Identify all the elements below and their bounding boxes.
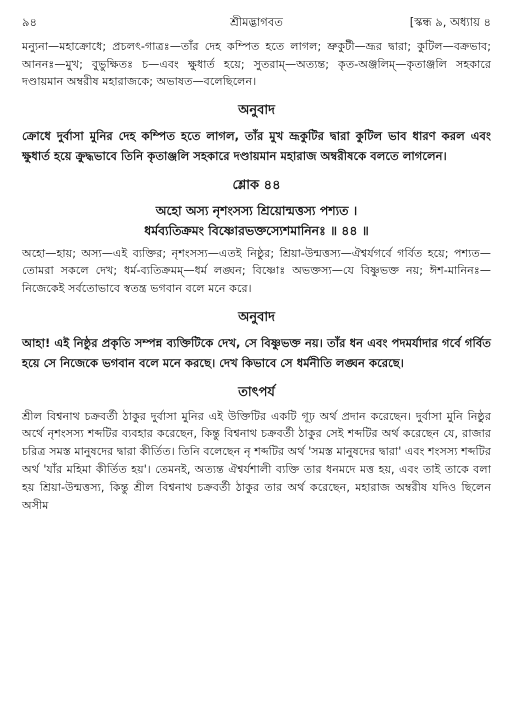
page-header xyxy=(22,14,491,34)
translation-44: আহা! এই নিষ্ঠুর প্রকৃতি সম্পন্ন ব্যক্তিটিকে দেখ, সে বিষ্ণুভক্ত নয়। তাঁর ধন এবং পদমর্যাদার গর্বে গর্বিত হয়ে সে নিজেকে ভগবান বলে মনে করছে। দেখ কিভাবে সে ধর্মনীতি লঙ্ঘন করেছে। xyxy=(22,335,491,370)
book-title: শ্রীমদ্ভাগবত xyxy=(230,15,283,29)
translation-heading-43: অনুবাদ xyxy=(238,102,275,118)
word-meanings-44: অহো—হায়; অস্য—এই ব্যক্তির; নৃশংসস্য—এতই নিষ্ঠুর; শ্রিয়া-উন্মত্তস্য—ঐশ্বর্যগর্বে গর্বিত হয়ে; পশ্যত—তোমরা সকলে দেখ; ধর্ম-ব্যতিক্রমম্—ধর্ম লঙ্ঘন; বিষ্ণোঃ অভক্তস্য—যে বিষ্ণুভক্ত নয়; ঈশ-মানিনঃ—নিজেকেই সর্বতোভাবে স্বতন্ত্র ভগবান বলে মনে করে। xyxy=(22,246,491,295)
page-number: ৯৪ xyxy=(22,15,37,29)
word-meanings-43: মন্যুনা—মহাক্রোধে; প্রচলৎ-গাত্রঃ—তাঁর দেহ কম্পিত হতে লাগল; ভ্রুকুটী—ভ্রূর দ্বারা; কুটিল—বক্রভাব; আননঃ—মুখ; বুভুক্ষিতঃ চ—এবং ক্ষুধার্ত হয়ে; সুতরাম্—অত্যন্ত; কৃত-অঞ্জলিম্—কৃতাঞ্জলি সহকারে দণ্ডায়মান অম্বরীষ মহারাজকে; অভাষত—বলেছিলেন। xyxy=(22,40,491,89)
translation-43: ক্রোধে দুর্বাসা মুনির দেহ কম্পিত হতে লাগল, তাঁর মুখ ভ্রূকুটির দ্বারা কুটিল ভাব ধারণ করল এবং ক্ষুধার্ত হয়ে ক্রুদ্ধভাবে তিনি কৃতাঞ্জলি সহকারে দণ্ডায়মান মহারাজ অম্বরীষকে বলতে লাগলেন। xyxy=(22,128,491,163)
purport-text: শ্রীল বিশ্বনাথ চক্রবর্তী ঠাকুর দুর্বাসা মুনির এই উক্তিটির একটি গূঢ় অর্থ প্রদান করেছেন। দুর্বাসা মুনি নিষ্ঠুর অর্থে নৃশংসস্য শব্দটির ব্যবহার করেছেন, কিন্তু বিশ্বনাথ চক্রবর্তী ঠাকুর সেই শব্দটির অর্থ করেছেন যে, রাজার চরিত্র সমস্ত মানুষদের দ্বারা কীর্তিত। তিনি বলেছেন নৃ শব্দটির অর্থ 'সমস্ত মানুষদের দ্বারা' এবং শংসস্য শব্দটির অর্থ 'যাঁর মহিমা কীর্তিত হয়'। তেমনই, অত্যন্ত ঐশ্বর্যশালী ব্যক্তি তার ধনমদে মত্ত হয়, এবং তাই তাকে বলা হয় শ্রিয়া-উন্মত্তস্য, কিন্তু শ্রীল বিশ্বনাথ চক্রবর্তী ঠাকুর তার অর্থ করেছেন, মহারাজ অম্বরীষ যদিও ছিলেন অসীম xyxy=(22,409,491,512)
purport-heading: তাৎপর্য xyxy=(238,384,275,400)
verse-title: শ্লোক ৪৪ xyxy=(232,177,281,193)
verse-line-1: অহো অস্য নৃশংসস্য শ্রিয়োন্মত্তস্য পশ্যত । xyxy=(155,202,358,218)
verse-line-2: ধর্মব্যতিক্রমং বিষ্ণোরভক্তস্যেশমানিনঃ ॥ ৪৪ ॥ xyxy=(144,222,369,238)
translation-heading-44: অনুবাদ xyxy=(238,309,275,325)
chapter-reference: [স্কন্ধ ৯, অধ্যায় ৪ xyxy=(409,15,491,29)
